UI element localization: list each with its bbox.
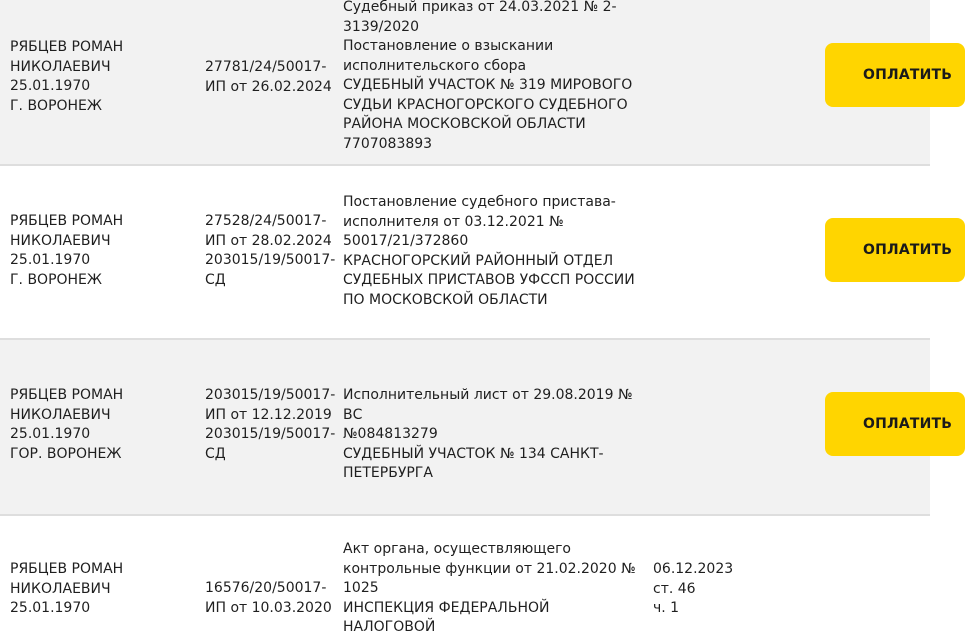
document-cell: Судебный приказ от 24.03.2021 № 2- 3139/2020 Постановление о взыскании исполнительского сбора СУДЕБНЫЙ УЧАСТОК № 319 МИРОВОГО СУДЬИ КРАСНОГОРСКОГО СУДЕБНОГО РАЙОНА МОСКОВСКОЙ ОБЛАСТИ 7707083893 bbox=[343, 0, 633, 152]
document-cell: Акт органа, осуществляющего контрольные функции от 21.02.2020 № 1025 ИНСПЕКЦИЯ ФЕДЕРАЛЬНОЙ НАЛОГОВОЙ bbox=[343, 541, 636, 635]
document-cell: Исполнительный лист от 29.08.2019 № ВС №084813279 СУДЕБНЫЙ УЧАСТОК № 134 САНКТ- ПЕТЕРБУРГА bbox=[343, 387, 633, 481]
ip-number-cell: 16576/20/50017- ИП от 10.03.2020 bbox=[205, 580, 332, 616]
end-details-cell: 06.12.2023 ст. 46 ч. 1 bbox=[653, 561, 734, 616]
table-row bbox=[0, 516, 930, 636]
pay-button[interactable]: ОПЛАТИТЬ bbox=[825, 43, 965, 107]
table-row bbox=[0, 166, 953, 340]
debtor-cell: РЯБЦЕВ РОМАН НИКОЛАЕВИЧ 25.01.1970 Г. ВОРОНЕЖ bbox=[10, 213, 124, 288]
table-row bbox=[0, 0, 953, 166]
ip-number-cell: 27781/24/50017- ИП от 26.02.2024 bbox=[205, 59, 332, 95]
ip-number-cell: 203015/19/50017- ИП от 12.12.2019 203015/19/50017- СД bbox=[205, 387, 336, 462]
debtor-cell: РЯБЦЕВ РОМАН НИКОЛАЕВИЧ 25.01.1970 bbox=[10, 561, 124, 616]
pay-button[interactable]: ОПЛАТИТЬ bbox=[825, 392, 965, 456]
document-cell: Постановление судебного пристава- исполнителя от 03.12.2021 № 50017/21/372860 КРАСНОГОРСКИЙ РАЙОННЫЙ ОТДЕЛ СУДЕБНЫХ ПРИСТАВОВ УФССП РОССИИ ПО МОСКОВСКОЙ ОБЛАСТИ bbox=[343, 194, 635, 308]
ip-number-cell: 27528/24/50017- ИП от 28.02.2024 203015/19/50017- СД bbox=[205, 213, 336, 288]
debtor-cell: РЯБЦЕВ РОМАН НИКОЛАЕВИЧ 25.01.1970 Г. ВОРОНЕЖ bbox=[10, 39, 124, 114]
debtor-cell: РЯБЦЕВ РОМАН НИКОЛАЕВИЧ 25.01.1970 ГОР. ВОРОНЕЖ bbox=[10, 387, 124, 462]
table-row bbox=[0, 340, 953, 516]
pay-button[interactable]: ОПЛАТИТЬ bbox=[825, 218, 965, 282]
